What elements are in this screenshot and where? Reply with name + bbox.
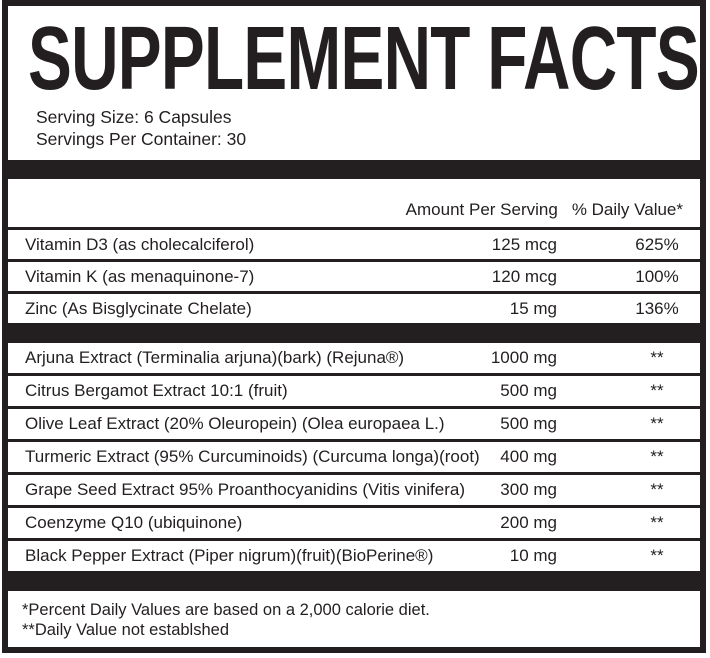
servings-per-container: Servings Per Container: 30 (36, 129, 247, 149)
ingredient-name: Olive Leaf Extract (20% Oleuropein) (Olea europaea L.) (25, 414, 445, 433)
ingredient-amount: 15 mg (509, 298, 557, 318)
vitamins-section (8, 227, 700, 323)
table-row (8, 291, 700, 323)
ingredient-daily-value: 100% (635, 266, 679, 286)
table-row (8, 373, 700, 406)
facts-table (8, 160, 700, 640)
ingredient-daily-value: 136% (635, 298, 679, 318)
ingredient-amount: 1000 mg (490, 348, 557, 367)
ingredient-daily-value: ** (650, 381, 664, 400)
table-row (8, 227, 700, 259)
ingredient-amount: 400 mg (500, 447, 557, 466)
table-row (8, 538, 700, 571)
ingredient-name: Coenzyme Q10 (ubiquinone) (25, 513, 243, 532)
separator-bar-bottom (8, 571, 700, 591)
footnote-daily-value-not-established: **Daily Value not establshed (22, 621, 229, 639)
table-row (8, 472, 700, 505)
ingredient-daily-value: ** (650, 414, 664, 433)
footnotes (8, 591, 700, 640)
ingredient-amount: 300 mg (500, 480, 557, 499)
table-header (8, 179, 700, 227)
separator-bar-middle (8, 323, 700, 343)
ingredient-daily-value: ** (650, 546, 664, 565)
ingredient-daily-value: ** (650, 480, 664, 499)
table-row (8, 259, 700, 291)
serving-info (36, 106, 246, 150)
table-row (8, 505, 700, 538)
ingredient-name: Turmeric Extract (95% Curcuminoids) (Curcuma longa)(root) (25, 447, 480, 466)
table-row (8, 343, 700, 373)
ingredient-name: Grape Seed Extract 95% Proanthocyanidins (Vitis vinifera) (25, 480, 466, 499)
ingredient-amount: 125 mcg (491, 234, 557, 254)
serving-size: Serving Size: 6 Capsules (36, 107, 232, 127)
ingredient-amount: 120 mcg (491, 266, 557, 286)
amount-column-header: Amount Per Serving (405, 200, 558, 219)
ingredient-name: Black Pepper Extract (Piper nigrum)(fruit)(BioPerine®) (25, 546, 434, 565)
ingredient-amount: 200 mg (500, 513, 557, 532)
table-row (8, 439, 700, 472)
ingredient-name: Citrus Bergamot Extract 10:1 (fruit) (25, 381, 288, 400)
ingredient-amount: 500 mg (500, 381, 557, 400)
ingredient-daily-value: ** (650, 447, 664, 466)
supplement-facts-panel (2, 0, 706, 653)
ingredient-name: Vitamin D3 (as cholecalciferol) (25, 234, 255, 254)
separator-bar-top (8, 160, 700, 179)
ingredient-name: Arjuna Extract (Terminalia arjuna)(bark) (Rejuna®) (25, 348, 405, 367)
ingredient-daily-value: 625% (635, 234, 679, 254)
ingredient-amount: 10 mg (509, 546, 557, 565)
panel-title: SUPPLEMENT FACTS (28, 9, 699, 109)
herbal-ingredients-section (8, 343, 700, 571)
daily-value-column-header: % Daily Value* (571, 200, 683, 219)
ingredient-daily-value: ** (650, 513, 664, 532)
ingredient-name: Vitamin K (as menaquinone-7) (25, 266, 255, 286)
ingredient-amount: 500 mg (500, 414, 557, 433)
table-row (8, 406, 700, 439)
ingredient-daily-value: ** (650, 348, 664, 367)
ingredient-name: Zinc (As Bisglycinate Chelate) (25, 298, 252, 318)
footnote-percent-daily-values: *Percent Daily Values are based on a 2,000 calorie diet. (22, 601, 430, 619)
